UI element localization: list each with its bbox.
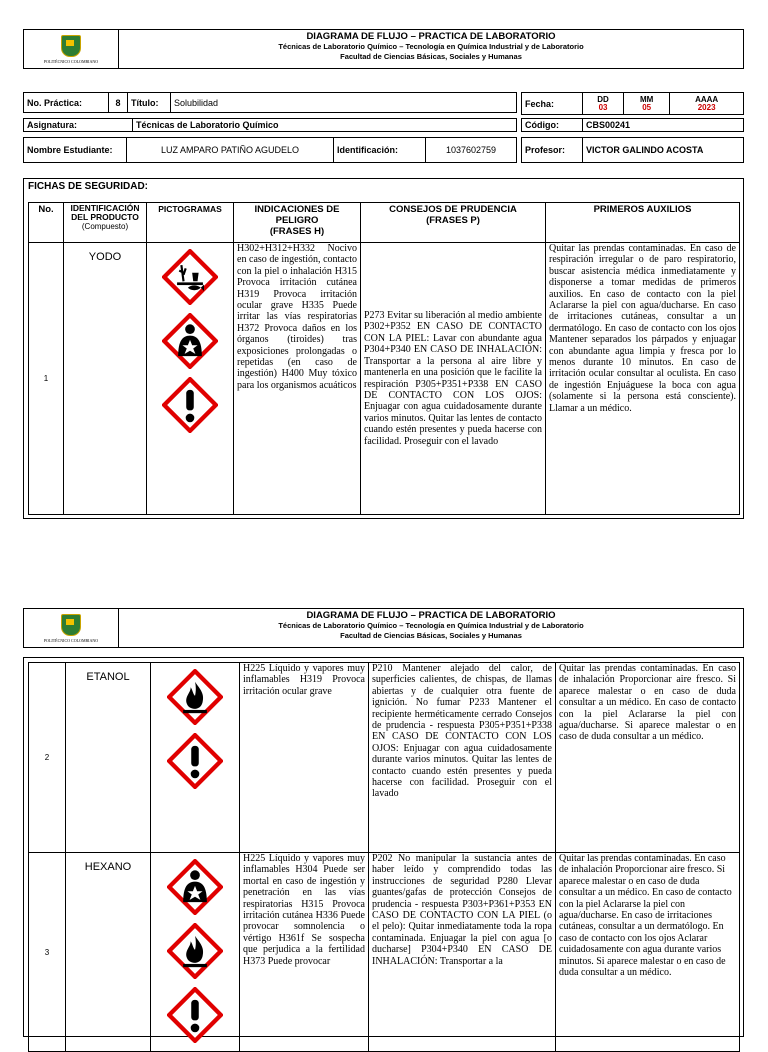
col-id-label: IDENTIFICACIÓN DEL PRODUCTO xyxy=(70,203,140,222)
col-indicaciones xyxy=(234,203,361,243)
table-row xyxy=(29,243,740,515)
col-consejos xyxy=(361,203,546,243)
col-ind-label: INDICACIONES DE PELIGRO xyxy=(254,204,340,226)
header-title: DIAGRAMA DE FLUJO – PRACTICA DE LABORATORIO xyxy=(306,610,556,621)
shield-icon xyxy=(61,614,81,636)
mm-value: 05 xyxy=(642,102,652,112)
header-title: DIAGRAMA DE FLUJO – PRACTICA DE LABORATORIO xyxy=(306,31,556,42)
asignatura-label: Asignatura: xyxy=(24,119,133,132)
product-name: YODO xyxy=(64,243,147,515)
hazard-statements: H225 Líquido y vapores muy inflamables H304 Puede ser mortal en caso de ingestión y penetración en las vías respiratorias H315 Provoca irritación cutánea H336 Puede provocar somnolencia o vértigo H361f Se sospecha que perjudica a la fertilidad H373 Puede provocar xyxy=(240,853,369,1052)
col-pictogramas: PICTOGRAMAS xyxy=(147,203,234,243)
first-aid: Quitar las prendas contaminadas. En caso de respiración irregular o de paro respiratorio, buscar asistencia médica inmediatamente y disponerse a tomar medidas de primeros auxilios. En caso de contacto con la piel Aclararse la piel con agua/ducharse. En caso de irritaciones cutáneas, consultar a un dermatólogo. En caso de contacto con los ojos Mantener separados los párpados y enjuagar con abundante agua limpia y fresca por lo menos durante 10 minutos. En caso de irritación ocular consultar al oculista. En caso de ingestión Enjuáguese la boca con agua (solamente si la persona está consciente). Llamar a un médico. xyxy=(546,243,740,515)
product-name: HEXANO xyxy=(66,853,151,1052)
titulo-value: Solubilidad xyxy=(171,93,517,113)
health-hazard-icon xyxy=(162,313,218,369)
fecha-label: Fecha: xyxy=(522,93,583,115)
table-row xyxy=(29,663,740,853)
logo-text: POLITÉCNICO COLOMBIANO xyxy=(43,58,99,64)
hazard-statements: H302+H312+H332 Nocivo en caso de ingestión, contacto con la piel o inhalación H315 Provoca irritación cutánea H319 Provoca irritación ocular grave H335 Puede irritar las vías respiratorias H372 Provoca daños en los órganos (tiroides) tras exposiciones prolongadas o repetidas (en caso de ingestión) H400 Muy tóxico para los organismos acuáticos xyxy=(234,243,361,515)
col-auxilios: PRIMEROS AUXILIOS xyxy=(546,203,740,243)
practice-info-table xyxy=(23,92,517,113)
fichas-section xyxy=(23,178,744,519)
estudiante-value: LUZ AMPARO PATIÑO AGUDELO xyxy=(127,138,334,163)
student-table xyxy=(23,137,517,163)
first-aid: Quitar las prendas contaminadas. En caso de inhalación Proporcionar aire fresco. Si aparece malestar o en caso de duda consultar a un médico. En caso de contacto con la piel Aclararse la piel con agua/ducharse. Si aparece malestar o en caso de duda consultar a un médico. xyxy=(556,663,740,853)
aaaa-value: 2023 xyxy=(697,102,716,112)
aaaa-label: AAAA xyxy=(695,94,719,104)
exclamation-icon xyxy=(167,733,223,789)
fichas-title: FICHAS DE SEGURIDAD: xyxy=(28,181,149,192)
col-identificacion xyxy=(64,203,147,243)
titulo-label: Título: xyxy=(128,93,171,113)
asignatura-value: Técnicas de Laboratorio Químico xyxy=(133,119,517,132)
header-subtitle: Técnicas de Laboratorio Químico – Tecnología en Química Industrial y de Laboratorio xyxy=(278,42,584,51)
code-table xyxy=(521,118,744,132)
subject-table xyxy=(23,118,517,132)
header-subtitle: Técnicas de Laboratorio Químico – Tecnología en Química Industrial y de Laboratorio xyxy=(278,621,584,630)
header-faculty: Facultad de Ciencias Básicas, Sociales y Humanas xyxy=(340,631,522,640)
page-header xyxy=(23,29,744,69)
practica-label: No. Práctica: xyxy=(24,93,109,113)
codigo-value: CBS00241 xyxy=(583,119,744,132)
codigo-label: Código: xyxy=(522,119,583,132)
exclamation-icon xyxy=(167,987,223,1043)
estudiante-label: Nombre Estudiante: xyxy=(24,138,127,163)
product-name: ETANOL xyxy=(66,663,151,853)
precaution-statements: P210 Mantener alejado del calor, de superficies calientes, de chispas, de llamas abiertas y de cualquier otra fuente de ignición. No fumar P233 Mantener el recipiente herméticamente cerrado Consejos de prudencia - respuesta P305+P351+P338 EN CASO DE CONTACTO CON LOS OJOS: Enjuagar con agua cuidadosamente durante varios minutos. Quitar las lentes de contacto cuando estén presentes y pueda hacerse con facilidad. Proseguir con el lavado xyxy=(369,663,556,853)
mm-label: MM xyxy=(640,94,654,104)
col-ind-sub: (FRASES H) xyxy=(269,226,325,237)
dd-label: DD xyxy=(597,94,609,104)
dd-value: 03 xyxy=(598,102,608,112)
col-id-sub: (Compuesto) xyxy=(81,222,129,231)
flame-icon xyxy=(167,923,223,979)
hazard-statements: H225 Líquido y vapores muy inflamables H319 Provoca irritación ocular grave xyxy=(240,663,369,853)
teacher-table xyxy=(521,137,744,163)
pictogram-cell xyxy=(151,663,240,853)
precaution-statements: P273 Evitar su liberación al medio ambiente P302+P352 EN CASO DE CONTACTO CON LA PIEL: Lavar con abundante agua P304+P340 EN CASO DE INHALACIÓN: Transportar a la persona al aire libre y mantenerla en una posición que le facilite la respiración P305+P351+P338 EN CASO DE CONTACTO CON LOS OJOS: Enjuagar con agua cuidadosamente durante varios minutos. Quitar las lentes de contacto cuando estén presentes y pueda hacerse con facilidad. Proseguir con el lavado xyxy=(361,243,546,515)
page-header-2 xyxy=(23,608,744,648)
profesor-value: VICTOR GALINDO ACOSTA xyxy=(583,138,744,163)
row-number: 1 xyxy=(29,243,64,515)
safety-table-continued xyxy=(28,662,740,1052)
health-hazard-icon xyxy=(167,859,223,915)
precaution-statements: P202 No manipular la sustancia antes de haber leído y comprendido todas las instrucciones de seguridad P280 Llevar guantes/gafas de protección Consejos de prudencia - respuesta P303+P361+P353 EN CASO DE CONTACTO CON LA PIEL (o el pelo): Quitar inmediatamente toda la ropa contaminada. Enjuagar la piel con agua [o ducharse] P304+P340 EN CASO DE INHALACIÓN: Transportar a la xyxy=(369,853,556,1052)
profesor-label: Profesor: xyxy=(522,138,583,163)
table-row xyxy=(29,853,740,1052)
shield-icon xyxy=(61,35,81,57)
row-number: 2 xyxy=(29,663,66,853)
institution-logo xyxy=(24,30,119,68)
pictogram-cell xyxy=(147,243,234,515)
identificacion-label: Identificación: xyxy=(334,138,426,163)
logo-text: POLITÉCNICO COLOMBIANO xyxy=(43,637,99,643)
row-number: 3 xyxy=(29,853,66,1052)
exclamation-icon xyxy=(162,377,218,433)
col-no: No. xyxy=(29,203,64,243)
fichas-section-2 xyxy=(23,657,744,1037)
practica-value: 8 xyxy=(109,93,128,113)
date-table xyxy=(521,92,744,115)
environment-icon xyxy=(162,249,218,305)
col-cons-sub: (FRASES P) xyxy=(426,215,480,226)
identificacion-value: 1037602759 xyxy=(426,138,517,163)
header-faculty: Facultad de Ciencias Básicas, Sociales y Humanas xyxy=(340,52,522,61)
col-cons-label: CONSEJOS DE PRUDENCIA xyxy=(389,204,517,215)
first-aid: Quitar las prendas contaminadas. En caso de inhalación Proporcionar aire fresco. Si aparece malestar o en caso de duda consultar a un médico. En caso de contacto con la piel Aclararse la piel con agua/ducharse. En caso de irritaciones cutáneas, consultar a un dermatólogo. En caso de contacto con los ojos Aclarar cuidadosamente con agua durante varios minutos. Si aparece malestar o en caso de duda consultar a un médico. xyxy=(556,853,740,1052)
institution-logo xyxy=(24,609,119,647)
flame-icon xyxy=(167,669,223,725)
safety-table xyxy=(28,202,740,515)
pictogram-cell xyxy=(151,853,240,1052)
